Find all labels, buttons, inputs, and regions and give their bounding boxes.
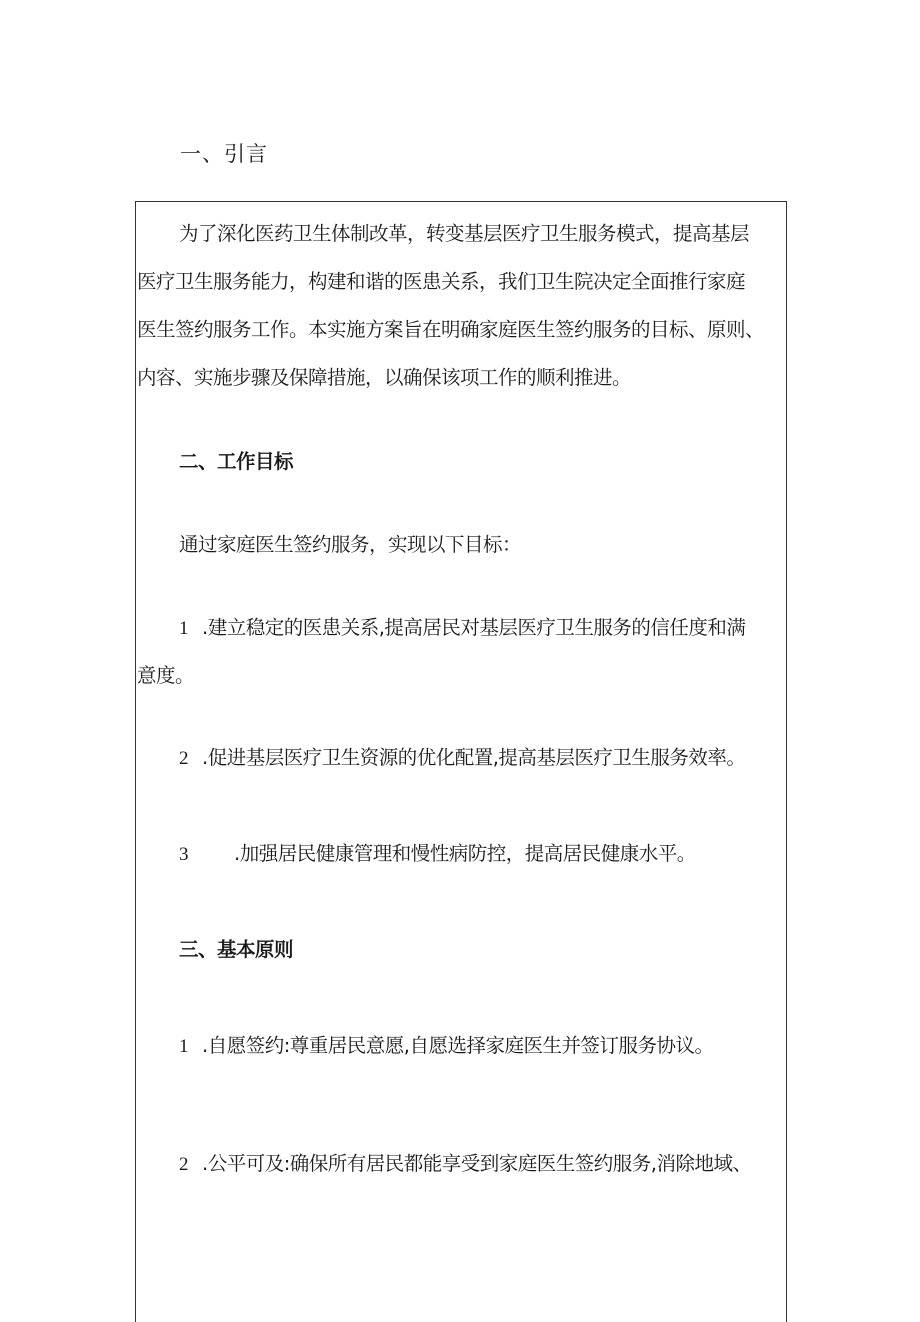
- principle-item-2: [137, 1140, 787, 1188]
- principle-item-1: [137, 1022, 787, 1070]
- section2-title: 二、工作目标: [179, 450, 294, 473]
- section2-lead: 通过家庭医生签约服务，实现以下目标：: [179, 533, 522, 556]
- intro-line-4: 内容、实施步骤及保障措施，以确保该项工作的顺利推进。: [137, 366, 632, 389]
- goal-item-3-line: [137, 830, 787, 878]
- goal-item-2-text: .促进基层医疗卫生资源的优化配置,提高基层医疗卫生服务效率。: [202, 746, 746, 769]
- goal-item-1-text: .建立稳定的医患关系,提高居民对基层医疗卫生服务的信任度和满: [202, 616, 746, 639]
- principle-item-1-text: .自愿签约:尊重居民意愿,自愿选择家庭医生并签订服务协议。: [202, 1034, 714, 1057]
- principle-item-2-text: .公平可及:确保所有居民都能享受到家庭医生签约服务,消除地域、: [202, 1152, 752, 1175]
- intro-line-3: 医生签约服务工作。本实施方案旨在明确家庭医生签约服务的目标、原则、: [137, 318, 765, 341]
- intro-paragraph: [137, 210, 787, 402]
- section2-lead-row: [137, 521, 787, 569]
- goal-item-1-cont: 意度。: [137, 664, 195, 687]
- goal-item-3: [137, 830, 787, 878]
- goal-item-1-number: 1: [179, 618, 188, 639]
- goal-item-2-number: 2: [179, 748, 188, 769]
- goal-item-1: [137, 604, 787, 700]
- principle-item-1-number: 1: [179, 1036, 188, 1057]
- intro-line-1: 为了深化医药卫生体制改革，转变基层医疗卫生服务模式，提高基层: [179, 222, 750, 245]
- goal-item-3-text: .加强居民健康管理和慢性病防控，提高居民健康水平。: [234, 842, 696, 865]
- section3-title-row: [137, 926, 787, 974]
- principle-item-1-line: [137, 1022, 787, 1070]
- goal-item-2-line: [137, 734, 787, 782]
- goal-item-3-number: 3: [179, 844, 188, 865]
- section3-title: 三、基本原则: [179, 938, 294, 961]
- section2-title-row: [137, 438, 787, 486]
- goal-item-2: [137, 734, 787, 782]
- goal-item-1-line: [137, 604, 787, 652]
- principle-item-2-line: [137, 1140, 787, 1188]
- intro-line-2: 医疗卫生服务能力，构建和谐的医患关系，我们卫生院决定全面推行家庭: [137, 270, 746, 293]
- section1-title: 一、引言: [180, 142, 268, 166]
- principle-item-2-number: 2: [179, 1154, 188, 1175]
